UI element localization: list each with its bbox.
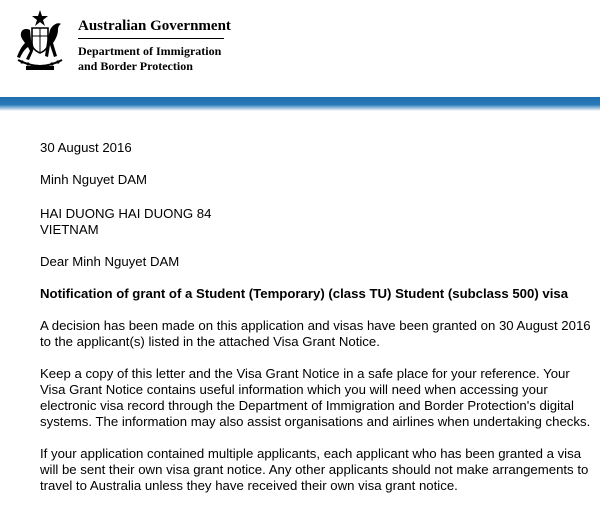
paragraph-1: A decision has been made on this application and visas have been granted on 30 August 2016 to the applicant(s) listed in the attached Visa Grant Notice. bbox=[40, 318, 591, 349]
letter-date: 30 August 2016 bbox=[40, 140, 132, 155]
header-band bbox=[0, 97, 600, 111]
address-line-2: VIETNAM bbox=[40, 222, 99, 237]
paragraph-3: If your application contained multiple applicants, each applicant who has been granted a visa will be sent their own visa grant notice. Any other applicants should not make arrangements to travel to Australia unless they have received their own visa grant notice. bbox=[40, 446, 589, 493]
coat-of-arms-icon bbox=[8, 8, 72, 72]
department-line-1: Department of Immigration bbox=[78, 44, 222, 58]
address-line-1: HAI DUONG HAI DUONG 84 bbox=[40, 206, 212, 221]
department-name bbox=[78, 44, 221, 74]
department-line-2: and Border Protection bbox=[78, 59, 193, 73]
paragraph-2: Keep a copy of this letter and the Visa Grant Notice in a safe place for your reference. Your Visa Grant Notice contains useful information which you will need when accessing your electronic visa record through the Department of Immigration and Border Protection's digital systems. The information may also assist organisations and airlines when undertaking checks. bbox=[40, 366, 591, 429]
letterhead bbox=[0, 0, 600, 96]
government-name: Australian Government bbox=[78, 18, 231, 34]
recipient-address bbox=[40, 206, 596, 238]
letter-subject: Notification of grant of a Student (Temporary) (class TU) Student (subclass 500) visa bbox=[40, 286, 569, 301]
salutation: Dear Minh Nguyet DAM bbox=[40, 254, 180, 269]
header-rule bbox=[78, 38, 224, 39]
letter-body bbox=[40, 140, 596, 510]
recipient-name: Minh Nguyet DAM bbox=[40, 172, 148, 187]
